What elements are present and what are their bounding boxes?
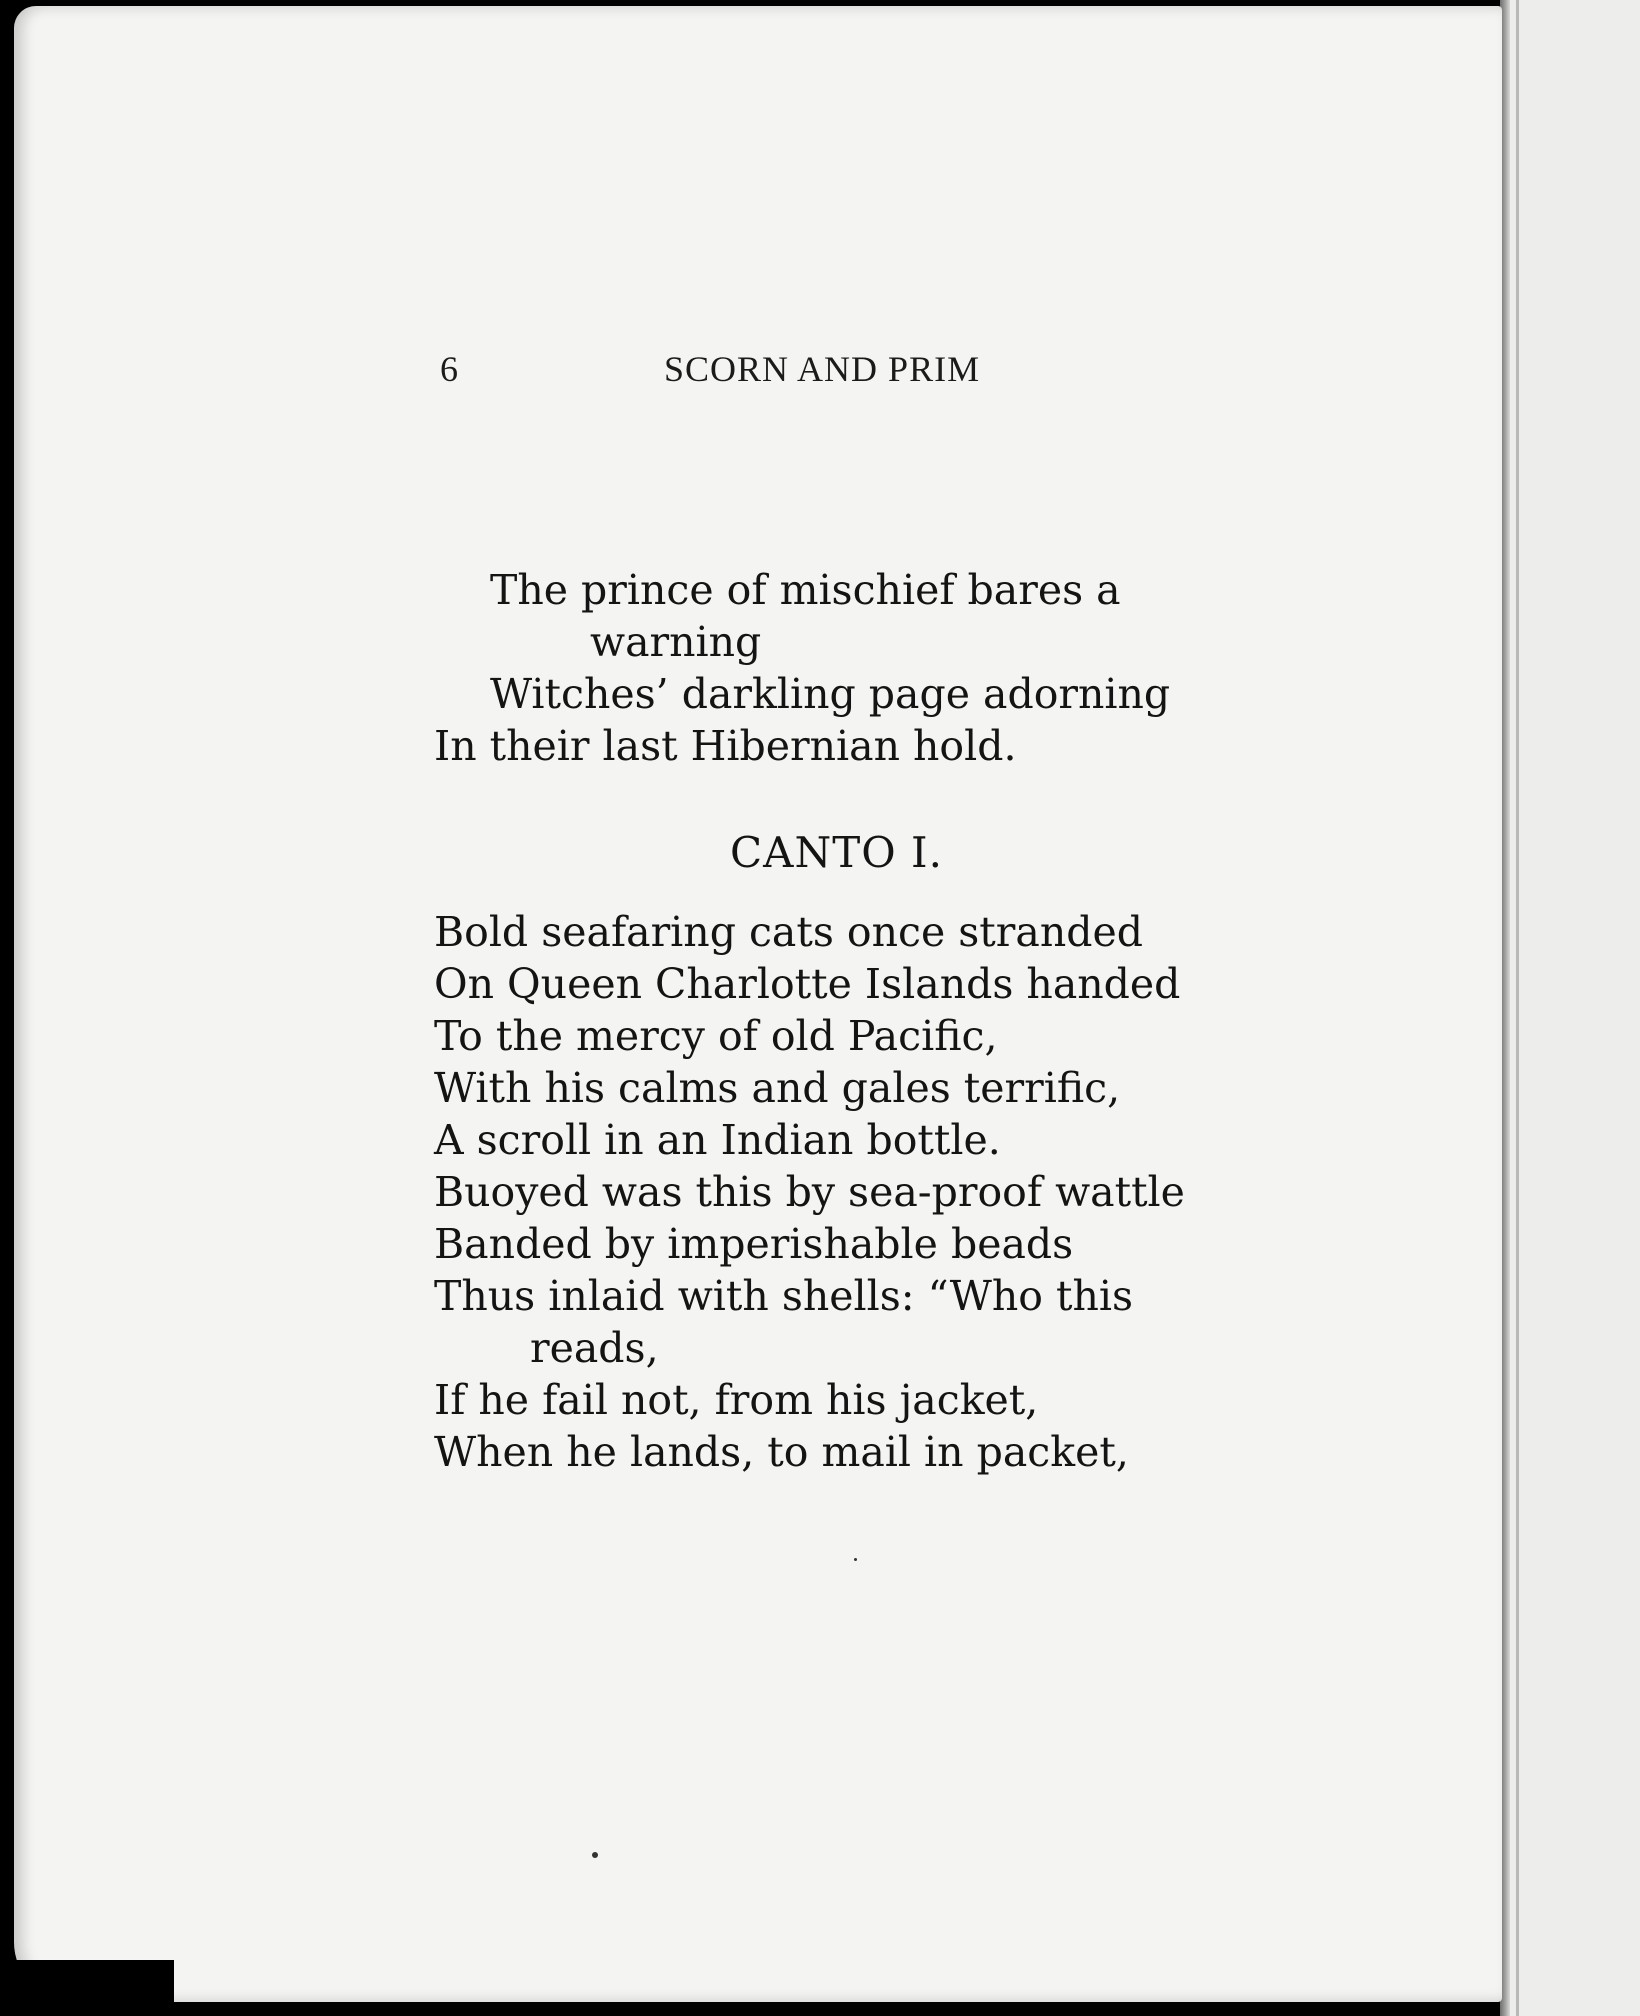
- canto-heading: CANTO I.: [730, 828, 943, 877]
- verse-line: With his calms and gales terrific,: [434, 1064, 1121, 1112]
- verse-line: Thus inlaid with shells: “Who this: [434, 1272, 1134, 1320]
- book-page: [14, 6, 1502, 2002]
- verse-stanza-intro: [434, 564, 1314, 772]
- verse-line: Bold seafaring cats once stranded: [434, 908, 1143, 956]
- ink-speck: [592, 1852, 598, 1858]
- page-number: 6: [440, 349, 459, 389]
- verse-stanza-canto-one: [434, 906, 1314, 1478]
- page-gutter-rule: [1516, 0, 1519, 2016]
- ink-speck: [854, 1558, 857, 1561]
- verse-line: When he lands, to mail in packet,: [434, 1428, 1129, 1476]
- page-corner-shadow: [14, 1960, 174, 2016]
- verse-line: To the mercy of old Pacific,: [434, 1012, 998, 1060]
- verse-line-continuation: warning: [590, 618, 762, 666]
- verse-line: The prince of mischief bares a: [490, 566, 1121, 614]
- verse-line: On Queen Charlotte Islands handed: [434, 960, 1181, 1008]
- verse-line: A scroll in an Indian bottle.: [434, 1116, 1001, 1164]
- verse-line: If he fail not, from his jacket,: [434, 1376, 1039, 1424]
- verse-line: Witches’ darkling page adorning: [490, 670, 1171, 718]
- running-title: SCORN AND PRIM: [664, 349, 981, 389]
- verse-line-continuation: reads,: [530, 1324, 659, 1372]
- verse-line: Buoyed was this by sea-proof wattle: [434, 1168, 1185, 1216]
- verse-line: In their last Hibernian hold.: [434, 722, 1017, 770]
- facing-page-edge: [1506, 0, 1640, 2016]
- verse-line: Banded by imperishable beads: [434, 1220, 1074, 1268]
